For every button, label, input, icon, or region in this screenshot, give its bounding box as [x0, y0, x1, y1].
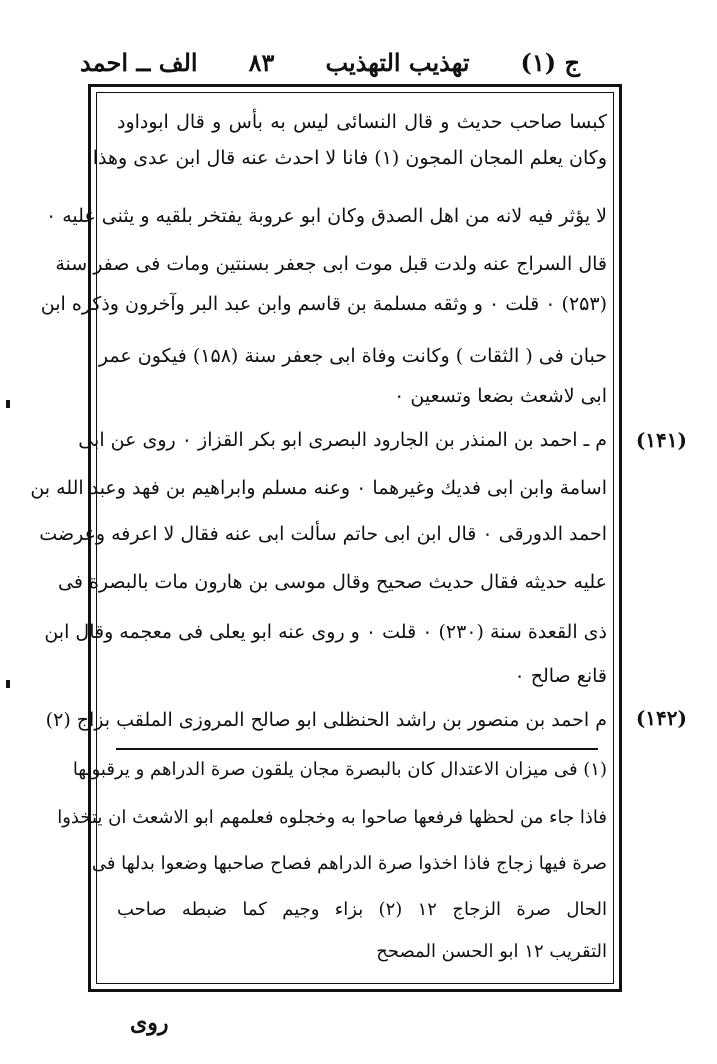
entry-heading-142: م احمد بن منصور بن راشد الحنظلى ابو صالح المروزى الملقب بزاج (۲): [45, 709, 607, 731]
entry-number: (۱۴۲): [635, 706, 687, 730]
text-line: ابى لاشعث بضعا وتسعين ۰: [394, 385, 607, 407]
book-title: تهذيب التهذيب: [325, 47, 470, 77]
text-line: قانع صالح ۰: [514, 665, 607, 687]
page-number: ۸۳: [248, 47, 275, 77]
margin-mark: [6, 400, 10, 408]
text-line: كبسا صاحب حديث و قال النسائى ليس به بأس و قال ابوداود: [117, 111, 607, 133]
footnote-line: (۱) فى ميزان الاعتدال كان بالبصرة مجان يلقون صرة الدراهم و يرقبونها: [72, 759, 607, 780]
text-line: قال السراج عنه ولدت قبل موت ابى جعفر بسنتين ومات فى صفر سنة: [55, 253, 607, 275]
text-line: احمد الدورقى ۰ قال ابن ابى حاتم سألت ابى عنه فقال لا اعرفه وعرضت: [39, 523, 607, 545]
section-label: الف ــ احمد: [80, 47, 198, 77]
text-line: وكان يعلم المجان المجون (۱) فانا لا احدث عنه قال ابن عدى وهذا: [92, 147, 607, 169]
margin-mark: [6, 680, 10, 688]
text-line: لا يؤثر فيه لانه من اهل الصدق وكان ابو عروبة يفتخر بلقيه و يثنى عليه ۰: [45, 205, 607, 227]
entry-number: (۱۴۱): [635, 428, 687, 452]
footnote-line: صرة فيها زجاج فاذا اخذوا صرة الدراهم فصاح صاحبها وضعوا بدلها فى: [91, 853, 607, 874]
entry-heading-141: م ـ احمد بن المنذر بن الجارود البصرى ابو بكر القزاز ۰ روى عن ابى: [78, 429, 607, 451]
text-line: عليه حديثه فقال حديث صحيح وقال موسى بن هارون مات بالبصرة فى: [57, 571, 607, 593]
footnote-line: التقريب ۱۲ ابو الحسن المصحح: [376, 941, 607, 962]
volume-label: ج (۱): [520, 47, 580, 77]
catchword: روى: [130, 1010, 169, 1036]
footnote-line: فاذا جاء من لحظها فرفعها صاحوا به وخجلوه فعلمهم ابو الاشعث ان يتخذوا: [57, 807, 607, 828]
footnote-rule: [116, 748, 598, 750]
text-line: (۲۵۳) ۰ قلت ۰ و وثقه مسلمة بن قاسم وابن عبد البر وآخرون وذكره ابن: [40, 293, 607, 315]
text-line: ذى القعدة سنة (۲۳۰) ۰ قلت ۰ و روى عنه ابو يعلى فى معجمه وقال ابن: [44, 621, 607, 643]
text-line: حبان فى ( الثقات ) وكانت وفاة ابى جعفر سنة (۱۵۸) فيكون عمر: [98, 345, 607, 367]
text-line: اسامة وابن ابى فديك وغيرهما ۰ وعنه مسلم وابراهيم بن فهد وعبد الله بن: [30, 477, 607, 499]
running-header: [80, 42, 580, 82]
footnote-line: الحال صرة الزجاج ۱۲ (۲) بزاء وجيم كما ضبطه صاحب: [117, 899, 607, 920]
